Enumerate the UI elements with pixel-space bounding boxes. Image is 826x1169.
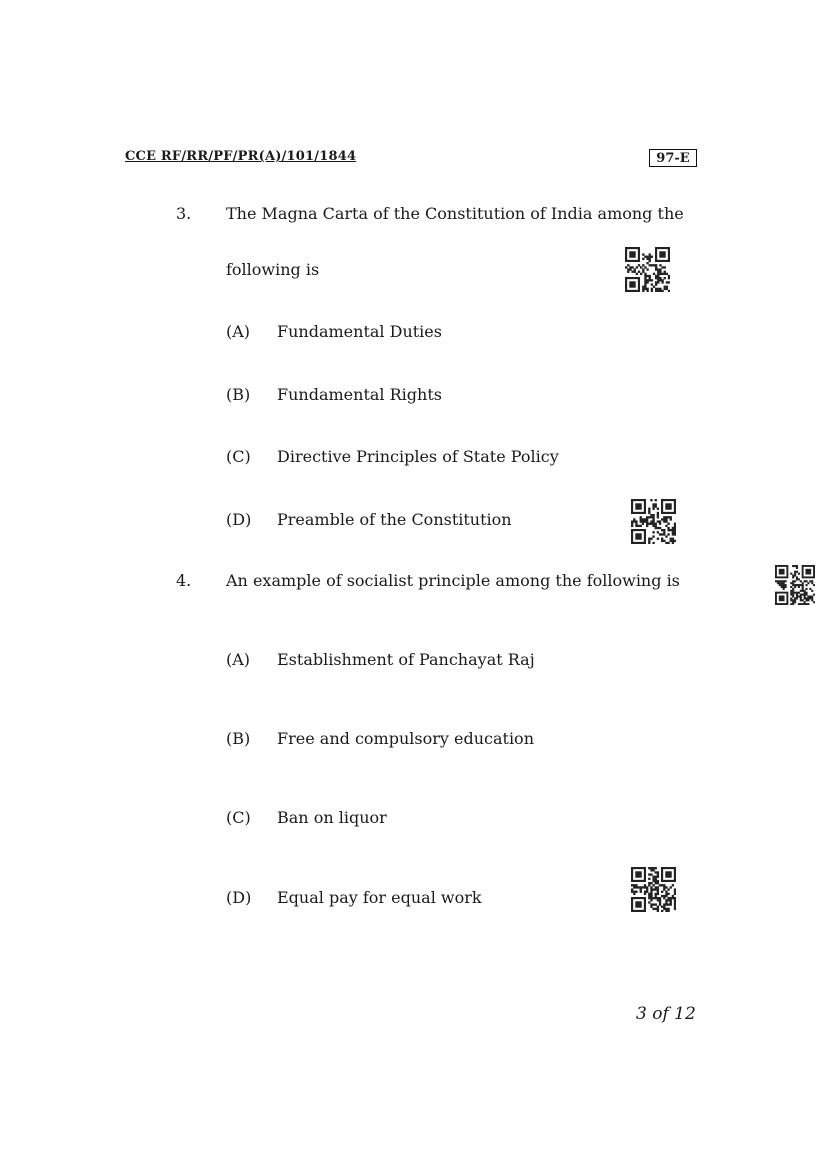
option-letter: (C) [226,447,251,466]
question-text-continued: following is [226,260,320,279]
question-text: The Magna Carta of the Constitution of India among the [226,204,684,223]
option-letter: (A) [226,322,251,341]
qr-code-icon [625,247,670,292]
qr-code-icon [631,499,676,544]
qr-code-icon [775,565,815,605]
document-code: CCE RF/RR/PF/PR(A)/101/1844 [125,149,357,164]
option-text: Preamble of the Constitution [277,510,512,529]
page-number: 3 of 12 [636,1004,696,1024]
option-letter: (D) [226,510,252,529]
option-text: Equal pay for equal work [277,888,482,907]
qr-code-icon [631,867,676,912]
question-number: 3. [176,204,192,223]
paper-code-box: 97-E [649,149,697,167]
option-text: Fundamental Rights [277,385,442,404]
option-text: Establishment of Panchayat Raj [277,650,535,669]
option-letter: (B) [226,385,251,404]
option-letter: (B) [226,729,251,748]
option-text: Ban on liquor [277,808,387,827]
option-letter: (D) [226,888,252,907]
option-text: Fundamental Duties [277,322,442,341]
question-number: 4. [176,571,192,590]
question-text: An example of socialist principle among the following is [226,571,680,590]
option-letter: (A) [226,650,251,669]
option-letter: (C) [226,808,251,827]
option-text: Directive Principles of State Policy [277,447,559,466]
option-text: Free and compulsory education [277,729,534,748]
